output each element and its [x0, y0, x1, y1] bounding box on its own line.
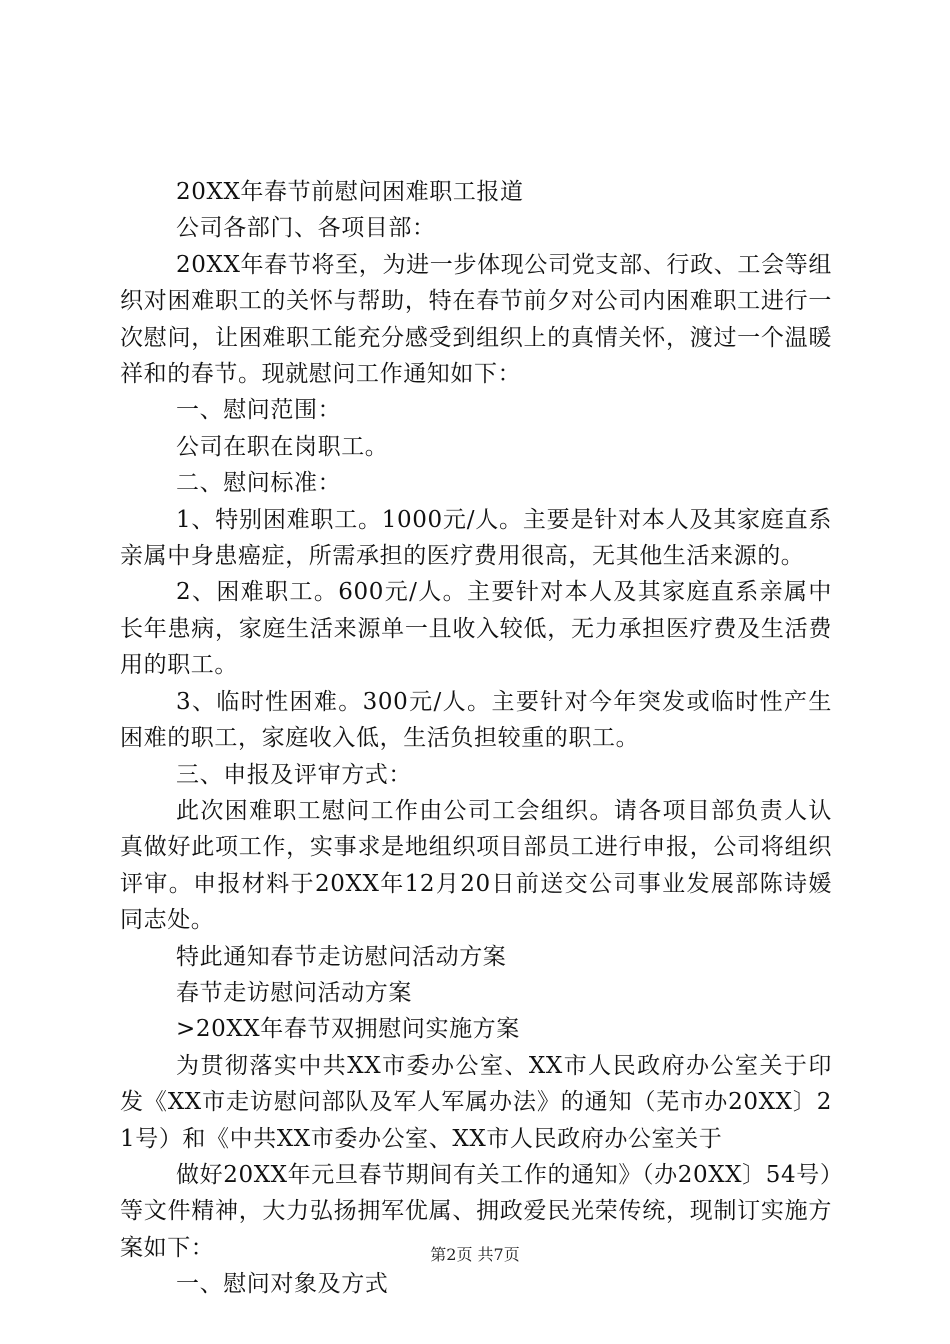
salutation: 公司各部门、各项目部： [176, 215, 436, 242]
paragraph-intro: 20XX年春节将至，为进一步体现公司党支部、行政、工会等组织对困难职工的关怀与帮助，特在春节前夕对公司内困难职工进行一次慰问，让困难职工能充分感受到组织上的真情关怀，渡过一个温暖祥和的春节。现就慰问工作通知如下： [120, 251, 832, 388]
paragraph-standard-2: 2、困难职工。600元/人。主要针对本人及其家庭直系亲属中长年患病，家庭生活来源单一且收入较低，无力承担医疗费及生活费用的职工。 [120, 579, 832, 679]
section-heading-scope: 一、慰问范围： [176, 397, 342, 424]
paragraph-plan-subtitle: >20XX年春节双拥慰问实施方案 [176, 1016, 520, 1043]
paragraph-standard-3: 3、临时性困难。300元/人。主要针对今年突发或临时性产生困难的职工，家庭收入低，生活负担较重的职工。 [120, 688, 832, 752]
paragraph-standard-1: 1、特别困难职工。1000元/人。主要是针对本人及其家庭直系亲属中身患癌症，所需承担的医疗费用很高，无其他生活来源的。 [120, 506, 832, 570]
paragraph-plan-intro: 为贯彻落实中共XX市委办公室、XX市人民政府办公室关于印发《XX市走访慰问部队及军人军属办法》的通知（芜市办20XX〕21号）和《中共XX市委办公室、XX市人民政府办公室关于 [120, 1052, 832, 1152]
document-body [120, 174, 832, 1303]
document-title: 20XX年春节前慰问困难职工报道 [176, 179, 524, 205]
section-heading-standard: 二、慰问标准： [176, 470, 342, 497]
paragraph-plan-title: 春节走访慰问活动方案 [176, 979, 412, 1006]
page-number-footer: 第2页 共7页 [430, 1245, 520, 1264]
paragraph-review: 此次困难职工慰问工作由公司工会组织。请各项目部负责人认真做好此项工作，实事求是地组织项目部员工进行申报，公司将组织评审。申报材料于20XX年12月20日前送交公司事业发展部陈诗媛同志处。 [120, 797, 832, 934]
paragraph-scope: 公司在职在岗职工。 [176, 433, 389, 460]
paragraph-notice: 特此通知春节走访慰问活动方案 [176, 943, 507, 970]
section-heading-targets: 一、慰问对象及方式 [176, 1271, 389, 1298]
paragraph-plan-continued: 做好20XX年元旦春节期间有关工作的通知》（办20XX〕54号）等文件精神，大力弘扬拥军优属、拥政爱民光荣传统，现制订实施方案如下： [120, 1161, 832, 1261]
section-heading-review: 三、申报及评审方式： [176, 761, 412, 788]
